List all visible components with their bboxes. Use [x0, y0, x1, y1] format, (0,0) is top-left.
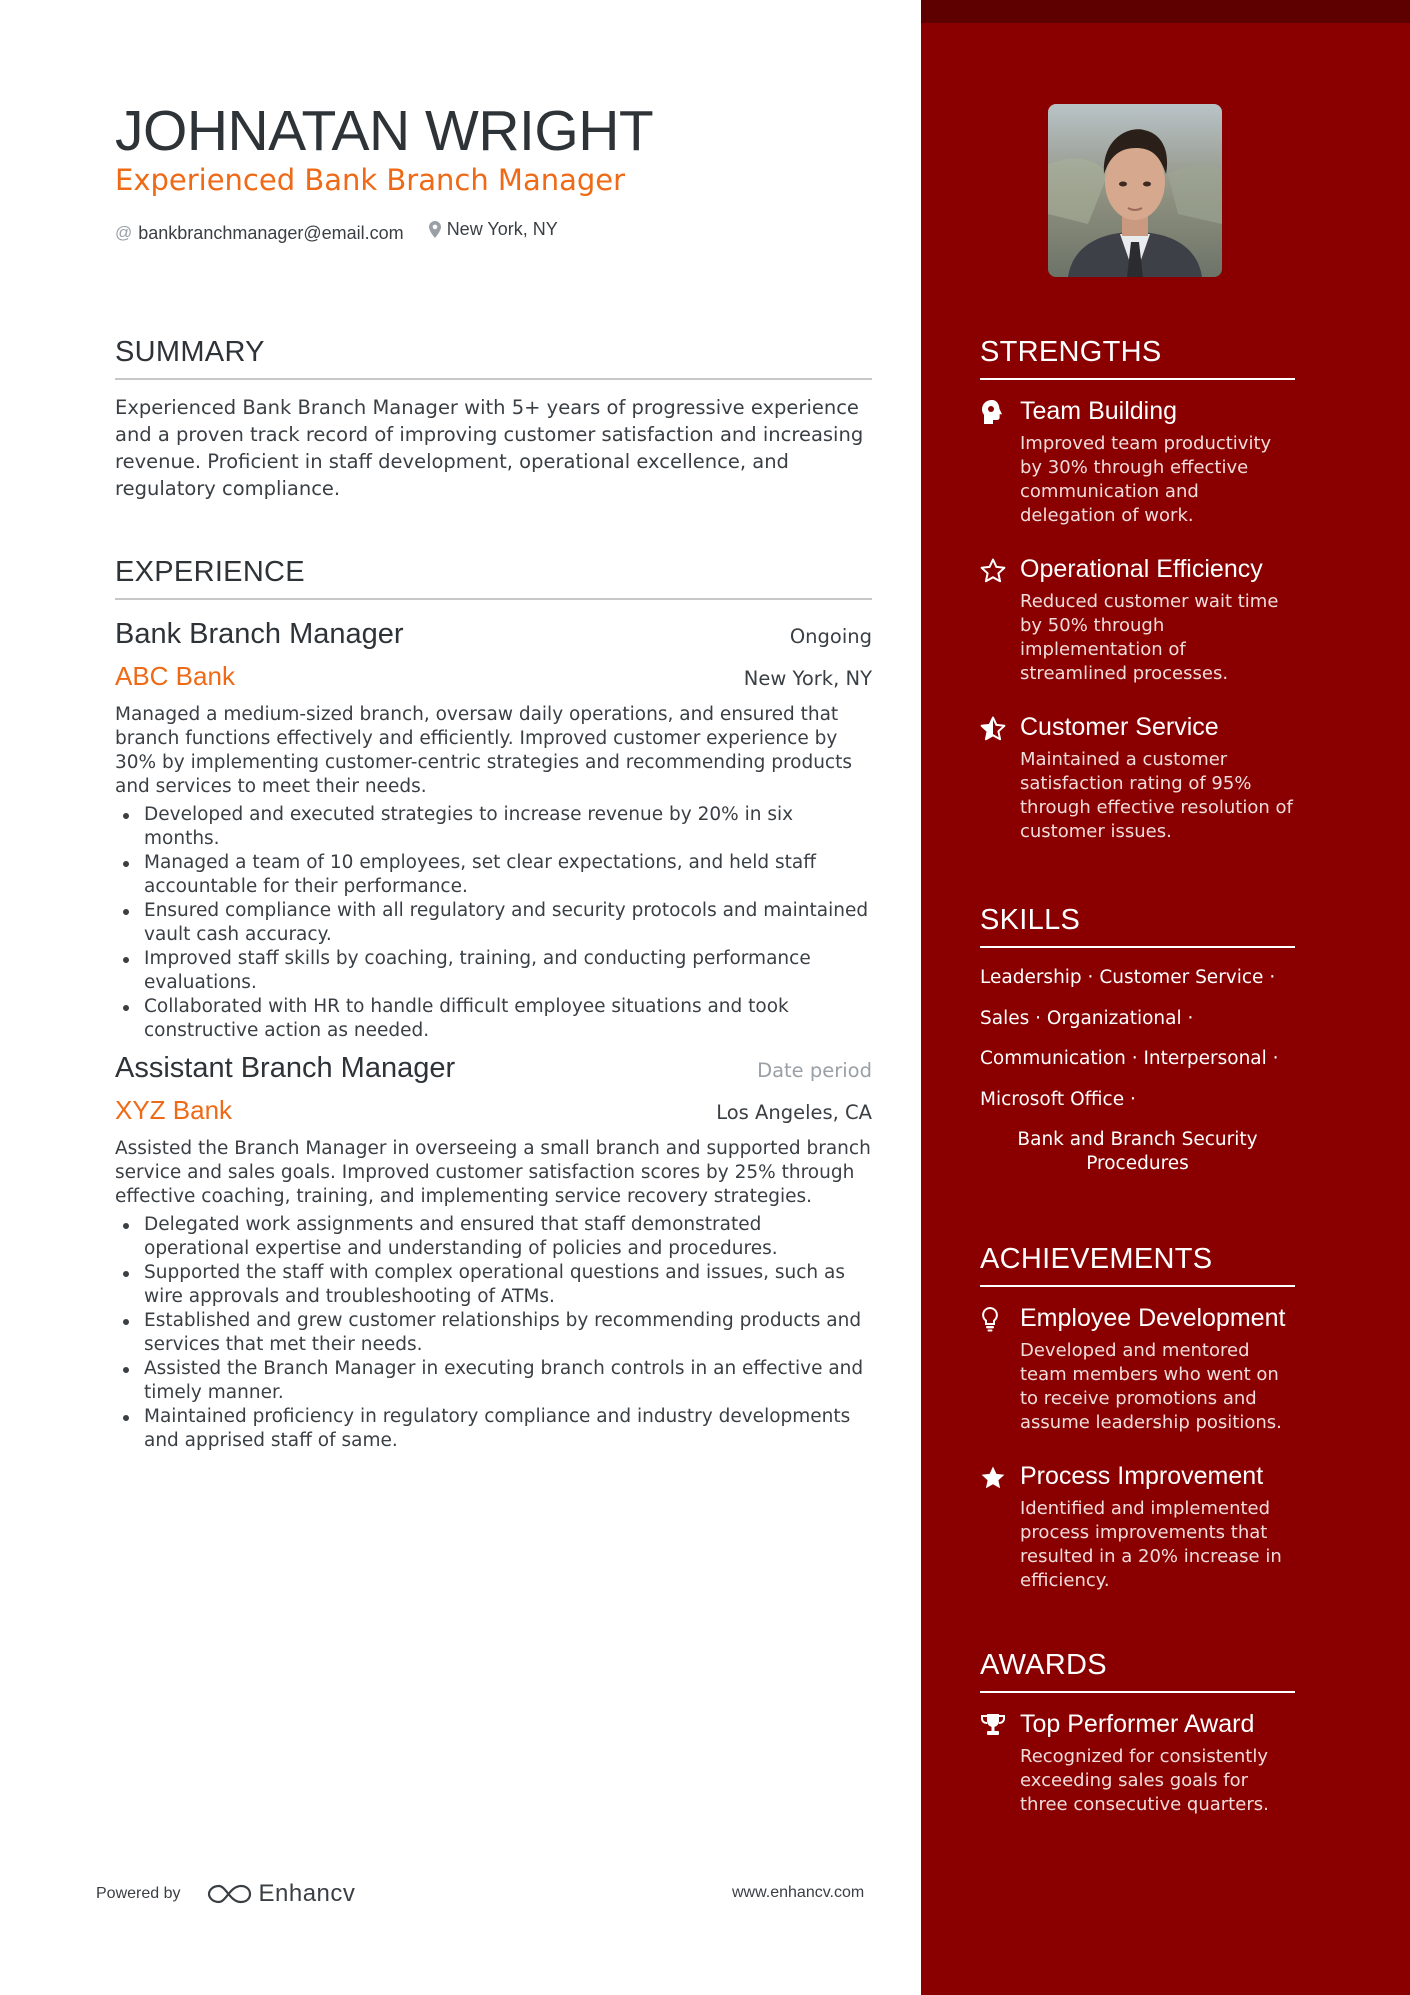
achievement-title: Employee Development [1020, 1304, 1286, 1332]
bullet-item: Collaborated with HR to handle difficult employee situations and took constructive action as needed. [115, 995, 872, 1043]
strength-title: Operational Efficiency [1020, 555, 1263, 583]
star-icon [980, 1463, 1008, 1491]
company-name: XYZ Bank [115, 1095, 233, 1125]
job-location: New York, NY [743, 667, 872, 690]
bullet-item: Established and grew customer relationships by recommending products and services that met their needs. [115, 1309, 872, 1357]
job-entry [115, 1052, 872, 1453]
strength-item [980, 712, 1295, 844]
skill-line: Communication · Interpersonal · [980, 1048, 1279, 1069]
email-text: bankbranchmanager@email.com [138, 222, 404, 243]
strength-text: Improved team productivity by 30% through effective communication and delegation of work. [1020, 433, 1272, 526]
bullet-item: Developed and executed strategies to increase revenue by 20% in six months. [115, 803, 872, 851]
achievement-item [980, 1303, 1295, 1435]
skills-section [980, 904, 1295, 1176]
bullet-item: Managed a team of 10 employees, set clear expectations, and held staff accountable for their performance. [115, 851, 872, 899]
awards-heading: AWARDS [980, 1649, 1295, 1693]
achievements-heading: ACHIEVEMENTS [980, 1243, 1295, 1287]
enhancv-logo[interactable] [207, 1880, 356, 1908]
job-title: Bank Branch Manager [115, 618, 404, 650]
strength-title: Team Building [1020, 397, 1178, 425]
location-pin-icon [429, 221, 441, 238]
lightbulb-icon [980, 1305, 1008, 1333]
skill-line: Microsoft Office · [980, 1088, 1136, 1110]
head-icon [980, 398, 1008, 426]
contact-info [115, 219, 578, 244]
strengths-heading: STRENGTHS [980, 336, 1295, 380]
company-name: ABC Bank [115, 661, 235, 691]
trophy-icon [980, 1711, 1008, 1739]
summary-section [115, 336, 872, 502]
job-bullets [115, 803, 872, 1043]
skill-line: Sales · Organizational · [980, 1007, 1194, 1029]
strength-item [980, 396, 1295, 528]
awards-section [980, 1649, 1295, 1817]
achievement-text: Developed and mentored team members who went on to receive promotions and assume leadership positions. [1020, 1340, 1282, 1433]
bullet-item: Supported the staff with complex operational questions and issues, such as wire approvals and troubleshooting of ATMs. [115, 1261, 872, 1309]
job-date: Ongoing [789, 625, 872, 648]
award-item [980, 1709, 1295, 1817]
profile-photo [1048, 104, 1222, 277]
achievement-text: Identified and implemented process improvements that resulted in a 20% increase in efficiency. [1020, 1498, 1282, 1591]
candidate-title: Experienced Bank Branch Manager [115, 163, 626, 197]
job-location: Los Angeles, CA [716, 1101, 872, 1124]
strength-text: Reduced customer wait time by 50% through implementation of streamlined processes. [1020, 591, 1279, 684]
footer-powered-by [96, 1880, 355, 1908]
candidate-name: JOHNATAN WRIGHT [115, 99, 654, 163]
experience-heading: EXPERIENCE [115, 556, 872, 600]
achievement-item [980, 1461, 1295, 1593]
job-title: Assistant Branch Manager [115, 1052, 456, 1084]
footer-website[interactable]: www.enhancv.com [732, 1884, 865, 1901]
summary-text: Experienced Bank Branch Manager with 5+ years of progressive experience and a proven track record of improving customer satisfaction and increasing revenue. Proficient in staff development, operational excellence, and regulatory compliance. [115, 396, 864, 500]
contact-location [429, 219, 558, 240]
job-description: Assisted the Branch Manager in overseeing a small branch and supported branch service and sales goals. Improved customer satisfaction scores by 25% through effective coaching, training, and implementing service recovery strategies. [115, 1138, 871, 1207]
contact-email[interactable] [115, 223, 404, 244]
brand-name: Enhancv [258, 1880, 356, 1907]
job-entry [115, 618, 872, 1043]
sidebar-top-bar [921, 0, 1410, 23]
half-star-icon [980, 714, 1008, 742]
bullet-item: Improved staff skills by coaching, training, and conducting performance evaluations. [115, 947, 872, 995]
bullet-item: Maintained proficiency in regulatory compliance and industry developments and apprised staff of same. [115, 1405, 872, 1453]
bullet-item: Assisted the Branch Manager in executing branch controls in an effective and timely manner. [115, 1357, 872, 1405]
location-text: New York, NY [446, 219, 558, 239]
star-outline-icon [980, 556, 1008, 584]
at-icon: @ [115, 223, 133, 242]
strength-item [980, 554, 1295, 686]
bullet-item: Ensured compliance with all regulatory and security protocols and maintained vault cash accuracy. [115, 899, 872, 947]
skills-heading: SKILLS [980, 904, 1295, 948]
strength-title: Customer Service [1020, 713, 1219, 741]
award-title: Top Performer Award [1020, 1710, 1255, 1738]
achievement-title: Process Improvement [1020, 1462, 1264, 1490]
job-date: Date period [757, 1059, 872, 1082]
skill-line: Bank and Branch Security Procedures [1017, 1129, 1258, 1174]
enhancv-logo-icon [207, 1883, 253, 1905]
summary-heading: SUMMARY [115, 336, 872, 380]
experience-section [115, 556, 872, 600]
job-bullets [115, 1213, 872, 1453]
bullet-item: Delegated work assignments and ensured that staff demonstrated operational expertise and understanding of policies and procedures. [115, 1213, 872, 1261]
achievements-section [980, 1243, 1295, 1593]
skills-list [980, 958, 1295, 1176]
job-description: Managed a medium-sized branch, oversaw daily operations, and ensured that branch functions effectively and efficiently. Improved customer experience by 30% by implementing customer-centric strategies and recommending products and services to meet their needs. [115, 704, 852, 797]
strengths-section [980, 336, 1295, 844]
skill-line: Leadership · Customer Service · [980, 967, 1276, 988]
strength-text: Maintained a customer satisfaction rating of 95% through effective resolution of customer issues. [1020, 749, 1293, 842]
powered-by-text: Powered by [96, 1885, 181, 1902]
award-text: Recognized for consistently exceeding sales goals for three consecutive quarters. [1020, 1746, 1269, 1815]
